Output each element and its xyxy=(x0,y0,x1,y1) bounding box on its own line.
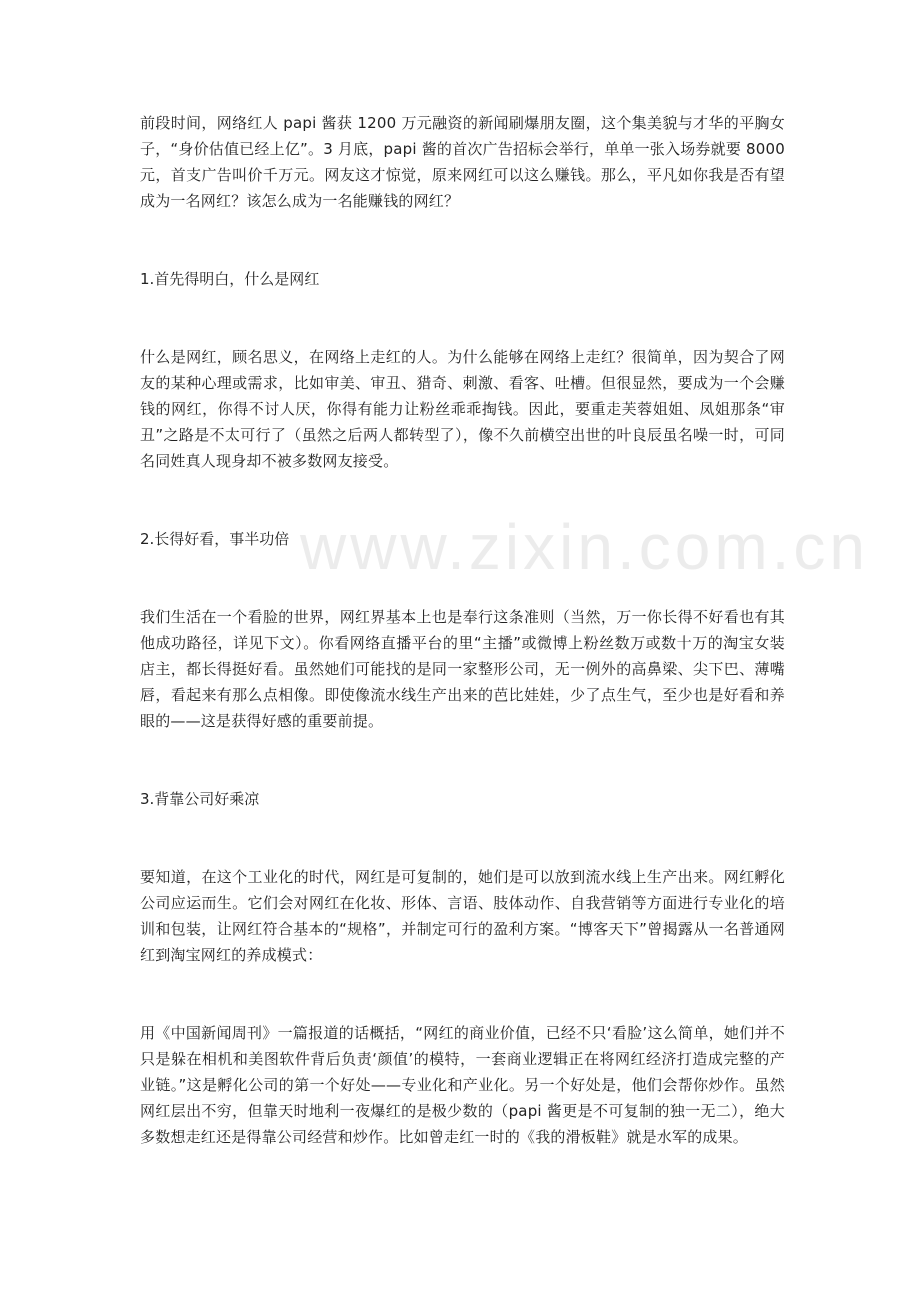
intro-paragraph: 前段时间，网络红人 papi 酱获 1200 万元融资的新闻刷爆朋友圈，这个集美貌与才华的平胸女子，“身价估值已经上亿”。3 月底，papi 酱的首次广告招标会举行，单单一张入场券就要 8000 元，首支广告叫价千万元。网友这才惊觉，原来网红可以这么赚钱。那么，平凡如你我是否有望成为一名网红？该怎么成为一名能赚钱的网红？ xyxy=(140,114,785,210)
section-3-paragraph: 要知道，在这个工业化的时代，网红是可复制的，她们是可以放到流水线上生产出来。网红孵化公司应运而生。它们会对网红在化妆、形体、言语、肢体动作、自我营销等方面进行专业化的培训和包装，让网红符合基本的“规格”，并制定可行的盈利方案。“博客天下”曾揭露从一名普通网红到淘宝网红的养成模式： xyxy=(140,868,785,964)
section-heading-1: 1.首先得明白，什么是网红 xyxy=(140,270,320,288)
section-heading-3: 3.背靠公司好乘凉 xyxy=(140,790,260,808)
section-1-paragraph: 什么是网红，顾名思义，在网络上走红的人。为什么能够在网络上走红？很简单，因为契合了网友的某种心理或需求，比如审美、审丑、猎奇、刺激、看客、吐槽。但很显然，要成为一个会赚钱的网红，你得不讨人厌，你得有能力让粉丝乖乖掏钱。因此，要重走芙蓉姐姐、凤姐那条“审丑”之路是不太可行了（虽然之后两人都转型了），像不久前横空出世的叶良辰虽名噪一时，可同名同姓真人现身却不被多数网友接受。 xyxy=(140,348,785,470)
watermark-text: www.zixin.com.cn xyxy=(300,511,869,583)
section-3-paragraph-2: 用《中国新闻周刊》一篇报道的话概括，“网红的商业价值，已经不只‘看脸’这么简单，她们并不只是躲在相机和美图软件背后负责‘颜值’的模特，一套商业逻辑正在将网红经济打造成完整的产业链。”这是孵化公司的第一个好处——专业化和产业化。另一个好处是，他们会帮你炒作。虽然网红层出不穷，但靠天时地利一夜爆红的是极少数的（papi 酱更是不可复制的独一无二），绝大多数想走红还是得靠公司经营和炒作。比如曾走红一时的《我的滑板鞋》就是水军的成果。 xyxy=(140,1024,785,1146)
section-2-paragraph: 我们生活在一个看脸的世界，网红界基本上也是奉行这条准则（当然，万一你长得不好看也有其他成功路径，详见下文）。你看网络直播平台的里“主播”或微博上粉丝数万或数十万的淘宝女装店主，都长得挺好看。虽然她们可能找的是同一家整形公司，无一例外的高鼻梁、尖下巴、薄嘴唇，看起来有那么点相像。即使像流水线生产出来的芭比娃娃，少了点生气，至少也是好看和养眼的——这是获得好感的重要前提。 xyxy=(140,608,785,730)
document-body xyxy=(140,110,785,1150)
section-heading-2: 2.长得好看，事半功倍 xyxy=(140,530,290,548)
